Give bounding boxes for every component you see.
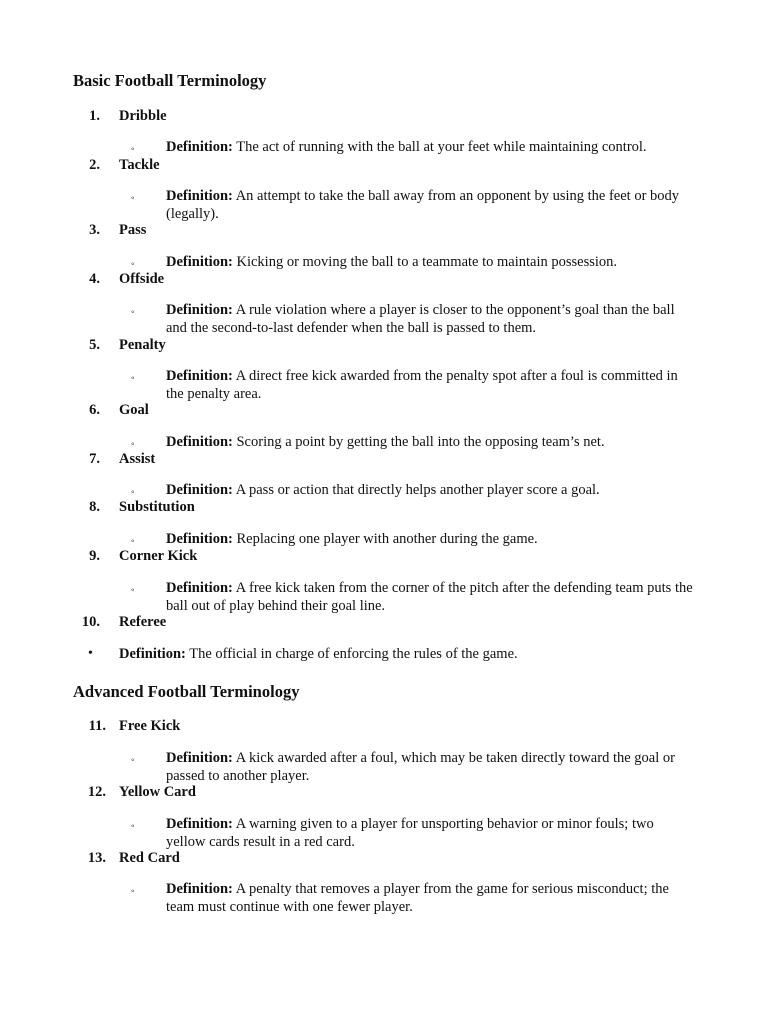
definition-goal [166,434,696,452]
bullet-marker: ◦ [131,821,135,832]
definition-substitution [166,531,696,549]
definition-referee [119,646,699,664]
term-dribble: Dribble [119,108,167,124]
section-heading-advanced: Advanced Football Terminology [73,682,300,701]
term-red-card: Red Card [119,850,180,866]
term-penalty: Penalty [119,337,166,353]
definition-tackle [166,188,696,223]
item-number: 10. [81,614,100,630]
definition-text: Replacing one player with another during the game. [236,531,538,547]
item-number: 5. [89,337,100,353]
item-number: 4. [89,271,100,287]
definition-label: Definition: [166,482,233,498]
definition-red-card [166,881,696,916]
item-number: 8. [89,499,100,515]
definition-free-kick [166,750,696,785]
definition-assist [166,482,696,500]
item-number: 6. [89,402,100,418]
term-assist: Assist [119,451,156,467]
bullet-marker: ◦ [131,259,135,270]
definition-pass [166,254,696,272]
definition-label: Definition: [166,531,233,547]
item-number: 13. [87,850,106,866]
definition-label: Definition: [166,881,233,897]
definition-label: Definition: [166,254,233,270]
term-tackle: Tackle [119,157,160,173]
bullet-marker: ◦ [131,536,135,547]
definition-label: Definition: [166,188,233,204]
term-offside: Offside [119,271,165,287]
definition-label: Definition: [166,139,233,155]
bullet-marker: ◦ [131,373,135,384]
bullet-marker: • [88,646,93,661]
definition-text: A warning given to a player for unsporting behavior or minor fouls; two yellow cards result in a red card. [166,816,654,850]
item-number: 7. [89,451,100,467]
item-number: 3. [89,222,100,238]
term-pass: Pass [119,222,147,238]
definition-text: The act of running with the ball at your feet while maintaining control. [236,139,647,155]
term-goal: Goal [119,402,149,418]
definition-label: Definition: [166,368,233,384]
bullet-marker: ◦ [131,144,135,155]
item-number: 11. [88,718,106,734]
definition-text: Kicking or moving the ball to a teammate to maintain possession. [236,254,618,270]
definition-corner-kick [166,580,696,615]
definition-label: Definition: [166,580,233,596]
term-substitution: Substitution [119,499,195,515]
definition-label: Definition: [166,434,233,450]
definition-label: Definition: [119,646,186,662]
term-referee: Referee [119,614,167,630]
bullet-marker: ◦ [131,193,135,204]
item-number: 2. [89,157,100,173]
definition-offside [166,302,696,337]
definition-text: A pass or action that directly helps another player score a goal. [235,482,600,498]
definition-text: A direct free kick awarded from the penalty spot after a foul is committed in the penalty area. [166,368,678,402]
bullet-marker: ◦ [131,585,135,596]
definition-text: An attempt to take the ball away from an opponent by using the feet or body (legally). [166,188,680,222]
bullet-marker: ◦ [131,755,135,766]
item-number: 12. [87,784,106,800]
definition-text: Scoring a point by getting the ball into the opposing team’s net. [236,434,605,450]
definition-dribble [166,139,696,157]
item-number: 9. [89,548,100,564]
definition-text: The official in charge of enforcing the rules of the game. [189,646,518,662]
definition-label: Definition: [166,816,233,832]
term-free-kick: Free Kick [119,718,181,734]
bullet-marker: ◦ [131,307,135,318]
definition-yellow-card [166,816,696,851]
definition-text: A penalty that removes a player from the game for serious misconduct; the team must continue with one fewer player. [166,881,669,915]
bullet-marker: ◦ [131,886,135,897]
item-number: 1. [89,108,100,124]
bullet-marker: ◦ [131,439,135,450]
definition-text: A kick awarded after a foul, which may be taken directly toward the goal or passed to another player. [166,750,675,784]
bullet-marker: ◦ [131,487,135,498]
definition-penalty [166,368,696,403]
term-yellow-card: Yellow Card [119,784,196,800]
definition-label: Definition: [166,750,233,766]
definition-text: A free kick taken from the corner of the pitch after the defending team puts the ball out of play behind their goal line. [166,580,693,614]
term-corner-kick: Corner Kick [119,548,198,564]
definition-label: Definition: [166,302,233,318]
definition-text: A rule violation where a player is closer to the opponent’s goal than the ball and the second-to-last defender when the ball is passed to them. [166,302,675,336]
section-heading-basic: Basic Football Terminology [73,71,267,90]
